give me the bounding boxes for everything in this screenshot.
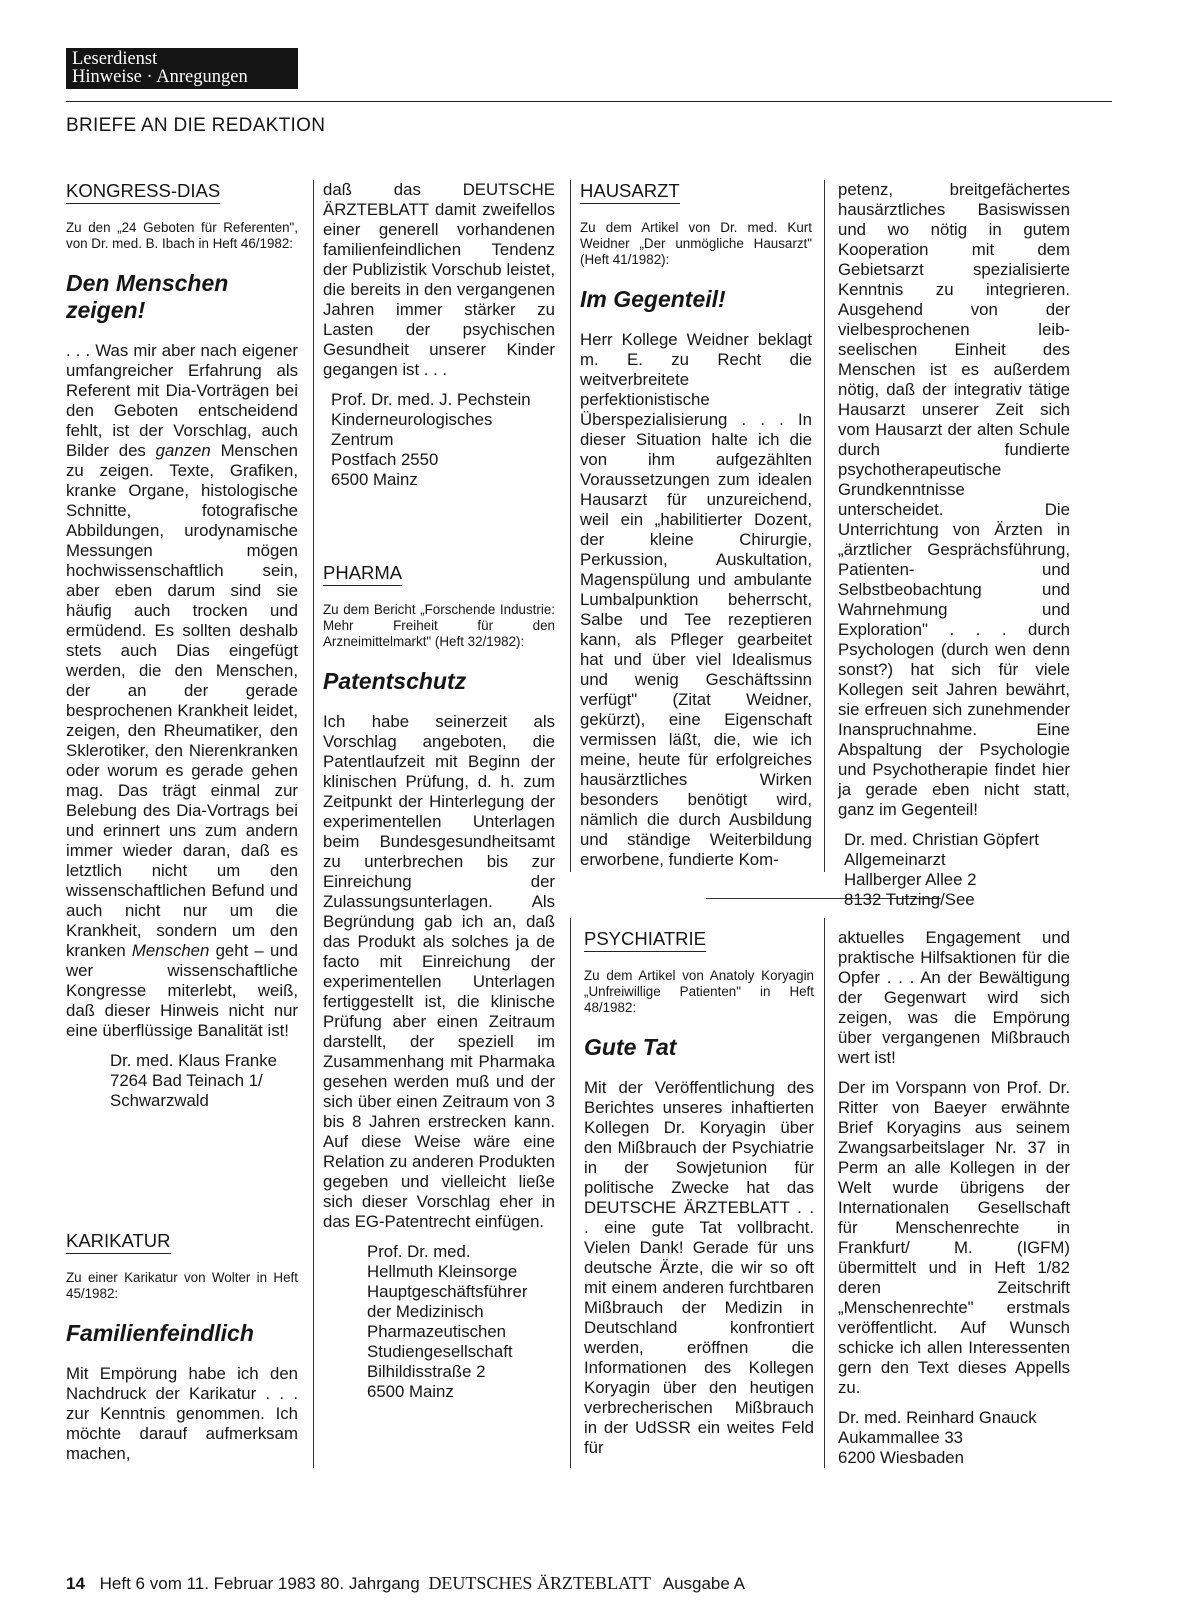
column-4-lower bbox=[838, 928, 1070, 1468]
edition: Ausgabe A bbox=[662, 1574, 745, 1593]
column-divider-3 bbox=[824, 180, 825, 872]
signature-karikatur: Prof. Dr. med. J. Pechstein Kinderneurologisches Zentrum Postfach 2550 6500 Mainz bbox=[331, 390, 531, 489]
reference-pharma: Zu dem Bericht „Forschende Industrie: Mehr Freiheit für den Arzneimittelmarkt" (Heft 32/1982): bbox=[323, 602, 555, 649]
reference-kongress: Zu den „24 Geboten für Referenten", von Dr. med. B. Ibach in Heft 46/1982: bbox=[66, 220, 298, 251]
rubric-kongress: KONGRESS-DIAS bbox=[66, 180, 220, 204]
column-2-lower bbox=[323, 562, 555, 1402]
body-karikatur-continued: daß das DEUTSCHE ÄRZTEBLATT damit zweifellos einer generell vorhandenen familienfeindlichen Tendenz der Publizistik Vorschub leistet, die bereits in den vergangenen Jahren immer stärker zu Lasten der psychischen Gesundheit unserer Kinder gegangen ist . . . bbox=[323, 180, 555, 379]
reference-hausarzt: Zu dem Artikel von Dr. med. Kurt Weidner „Der unmögliche Hausarzt" (Heft 41/1982): bbox=[580, 220, 812, 267]
headline-pharma: Patentschutz bbox=[323, 668, 467, 694]
section-label-line2: Hinweise · Anregungen bbox=[72, 67, 248, 87]
body-psychiatrie-continued-2: Der im Vorspann von Prof. Dr. Ritter von Baeyer erwähnte Brief Koryagins aus seinem Zwangsarbeitslager Nr. 37 in Perm an alle Kollegen in der Welt wurde übrigens der Internationalen Gesellschaft für Menschenrechte in Frankfurt/ M. (IGFM) übermittelt und in Heft 1/82 deren Zeitschrift „Menschenrechte" erstmals veröffentlicht. Auf Wunsch schicke ich allen Interessenten gern den Text dieses Appells zu. bbox=[838, 1078, 1070, 1397]
rubric-hausarzt: HAUSARZT bbox=[580, 180, 680, 204]
reference-karikatur: Zu einer Karikatur von Wolter in Heft 45/1982: bbox=[66, 1270, 298, 1301]
column-divider-5 bbox=[824, 918, 825, 1468]
body-psychiatrie: Mit der Veröffentlichung des Berichtes unseres inhaftierten Kollegen Dr. Koryagin über den Mißbrauch der Psychiatrie in der Sowjetunion für politische Zwecke hat das DEUTSCHE ÄRZTEBLATT . . . eine gute Tat vollbracht. Vielen Dank! Gerade für uns deutsche Ärzte, die wir so oft mit einem anderen furchtbaren Mißbrauch der Medizin in Deutschland konfrontiert werden, eröffnen die Informationen des Kollegen Koryagin über den heutigen verbrecherischen Mißbrauch in der UdSSR ein weites Feld für bbox=[584, 1078, 814, 1457]
signature-kongress: Dr. med. Klaus Franke 7264 Bad Teinach 1/ Schwarzwald bbox=[110, 1051, 277, 1110]
page-heading: BRIEFE AN DIE REDAKTION bbox=[66, 115, 326, 136]
column-3 bbox=[580, 180, 812, 870]
headline-psychiatrie: Gute Tat bbox=[584, 1034, 677, 1060]
column-2 bbox=[323, 180, 555, 490]
page-number: 14 bbox=[66, 1574, 85, 1593]
rubric-karikatur: KARIKATUR bbox=[66, 1230, 171, 1254]
column-3-lower bbox=[584, 928, 814, 1458]
reference-psychiatrie: Zu dem Artikel von Anatoly Koryagin „Unfreiwillige Patienten" in Heft 48/1982: bbox=[584, 968, 814, 1015]
section-label bbox=[66, 48, 298, 89]
journal-name: DEUTSCHES ÄRZTEBLATT bbox=[428, 1573, 651, 1593]
column-divider-4 bbox=[570, 918, 571, 1468]
rubric-pharma: PHARMA bbox=[323, 562, 402, 586]
body-psychiatrie-continued: aktuelles Engagement und praktische Hilfsaktionen für die Opfer . . . An der Bewältigung der Gegenwart wird sich zeigen, was die Empörung über vergangenen Mißbrauch wert ist! bbox=[838, 928, 1070, 1067]
signature-hausarzt: Dr. med. Christian Göpfert Allgemeinarzt Hallberger Allee 2 8132 Tutzing/See bbox=[844, 830, 1039, 909]
column-divider-1 bbox=[313, 180, 314, 1468]
body-pharma: Ich habe seinerzeit als Vorschlag angeboten, die Patentlaufzeit mit Beginn der klinischen Prüfung, d. h. zum Zeitpunkt der Hinterlegung der experimentellen Unterlagen beim Bundesgesundheitsamt zu unterbrechen bis zur Einreichung der Zulassungsunterlagen. Als Begründung gab ich an, daß das Produkt als solches ja de facto mit Einreichung der experimentellen Unterlagen fertiggestellt ist, die klinische Prüfung aber einen Zeitraum darstellt, der speziell im Zusammenhang mit Pharmaka gesehen werden muß und der sich über einen Zeitraum von 3 bis 8 Jahren erstrecken kann. Auf diese Weise wäre eine Relation zu anderen Produkten gegeben und vielleicht ließe sich dieser Vorschlag eher in das EG-Patentrecht einfügen. bbox=[323, 712, 555, 1231]
headline-kongress: Den Menschen zeigen! bbox=[66, 270, 229, 323]
issue-info: Heft 6 vom 11. Februar 1983 80. Jahrgang bbox=[99, 1574, 420, 1593]
column-1 bbox=[66, 180, 298, 1111]
header-rule bbox=[66, 101, 1112, 102]
section-label-line1: Leserdienst bbox=[72, 49, 158, 69]
rubric-psychiatrie: PSYCHIATRIE bbox=[584, 928, 706, 952]
column-1-lower bbox=[66, 1230, 298, 1464]
page-footer bbox=[66, 1573, 745, 1594]
body-kongress: . . . Was mir aber nach eigener umfangreicher Erfahrung als Referent mit Dia-Vorträgen bei den Geboten entscheidend fehlt, ist der Vorschlag, auch Bilder des ganzen Menschen zu zeigen. Texte, Grafiken, kranke Organe, histologische Schnitte, fotografische Abbildungen, urodynamische Messungen mögen hochwissenschaftlich sein, aber eben darum sind sie häufig auch trocken und ermüdend. Es sollten deshalb stets auch Dias eingefügt werden, die den Menschen, der an der gerade besprochenen Krankheit leidet, zeigen, den Rheumatiker, den Sklerotiker, den Nierenkranken oder worum es gerade gehen mag. Das trägt einmal zur Belebung des Dia-Vortrags bei und erinnert uns zum andern immer wieder daran, daß es letztlich nicht um den wissenschaftlichen Befund und auch nicht nur um die Krankheit, sondern um den kranken Menschen geht – und wer wissenschaftliche Kongresse miterlebt, weiß, daß dieser Hinweis nicht nur eine überflüssige Banalität ist! bbox=[66, 341, 298, 1040]
headline-karikatur: Familienfeindlich bbox=[66, 1320, 254, 1346]
signature-psychiatrie: Dr. med. Reinhard Gnauck Aukammallee 33 6200 Wiesbaden bbox=[838, 1408, 1037, 1467]
body-karikatur: Mit Empörung habe ich den Nachdruck der Karikatur . . . zur Kenntnis genommen. Ich möchte darauf aufmerksam machen, bbox=[66, 1364, 298, 1463]
headline-hausarzt: Im Gegenteil! bbox=[580, 286, 726, 312]
column-4 bbox=[838, 180, 1070, 910]
column-divider-2 bbox=[570, 180, 571, 872]
body-hausarzt-continued: petenz, breitgefächertes hausärztliches Basiswissen und wo nötig in gutem Kooperation mit dem Gebietsarzt spezialisierte Kenntnis zu integrieren. Ausgehend von der vielbesprochenen leib-seelischen Einheit des Menschen ist es außerdem nötig, daß der integrativ tätige Hausarzt unserer Zeit sich vom Hausarzt der alten Schule durch fundierte psychotherapeutische Grundkenntnisse unterscheidet. Die Unterrichtung von Ärzten in „ärztlicher Gesprächsführung, Patienten- und Selbstbeobachtung und Wahrnehmung und Exploration" . . . durch Psychologen (durch wen denn sonst?) hat sich für viele Kollegen seit Jahren bewährt, sie erfreuen sich zunehmender Inanspruchnahme. Eine Abspaltung der Psychologie und Psychotherapie findet hier ja gerade eben nicht statt, ganz im Gegenteil! bbox=[838, 180, 1070, 819]
signature-pharma: Prof. Dr. med. Hellmuth Kleinsorge Hauptgeschäftsführer der Medizinisch Pharmazeutischen Studiengesellschaft Bilhildisstraße 2 6500 Mainz bbox=[367, 1242, 528, 1401]
body-hausarzt: Herr Kollege Weidner beklagt m. E. zu Recht die weitverbreitete perfektionistische Überspezialisierung . . . In dieser Situation halte ich die von ihm aufgezählten Voraussetzungen zum idealen Hausarzt für unzureichend, weil ein „habilitierter Dozent, der kleine Chirurgie, Perkussion, Auskultation, Magenspülung und ambulante Lumbalpunktion beherrscht, Salbe und Tee rezeptieren kann, als Pfleger gearbeitet hat und über viel Idealismus und wenig Geschäftssinn verfügt" (Zitat Weidner, gekürzt), eine Eigenschaft vermissen läßt, die, wie ich meine, heute für erfolgreiches hausärztliches Wirken besonders benötigt wird, nämlich die durch Ausbildung und ständige Weiterbildung erworbene, fundierte Kom- bbox=[580, 330, 812, 869]
